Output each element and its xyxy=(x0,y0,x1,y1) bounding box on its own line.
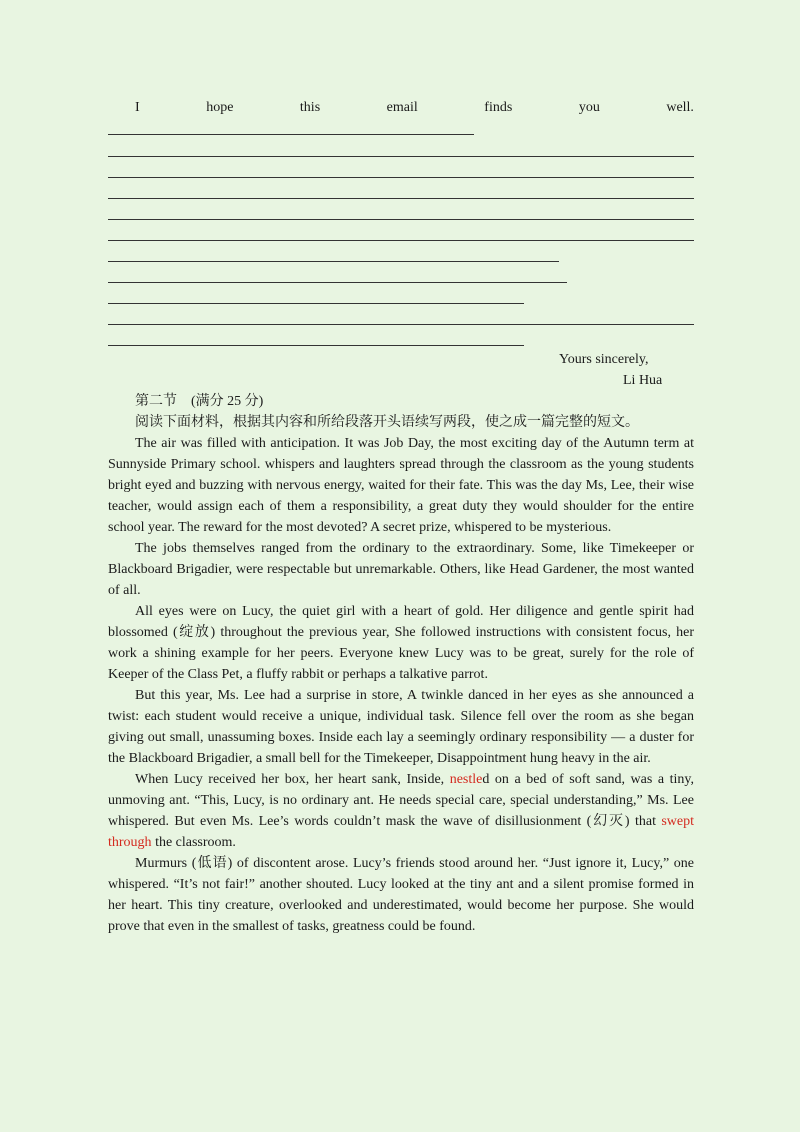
writing-line xyxy=(108,345,524,346)
story-paragraph: The jobs themselves ranged from the ordinary to the extraordinary. Some, like Timekeeper or Blackboard Brigadier, were respectable but unremarkable. Others, like Head Gardener, the most wanted xyxy=(108,541,694,577)
letter-signature: Li Hua xyxy=(623,373,663,388)
writing-line xyxy=(108,156,694,157)
salutation-word: email xyxy=(386,100,418,115)
writing-line xyxy=(108,134,474,135)
salutation-word: hope xyxy=(206,100,234,115)
salutation-word: this xyxy=(299,100,321,115)
story-paragraph: All eyes were on Lucy, the quiet girl with a heart of gold. Her diligence and gentle spirit had blossomed (绽放) throughout the previous year, She followed instructions with consistent focus, her work a shining example for her peers. Everyone knew Lucy was to be great, surely for the role of Keeper of the Class Pet, a fluffy rabbit or perhaps a talkative parrot. xyxy=(108,604,694,682)
text-run: When Lucy received her box, her heart sank, Inside, xyxy=(135,772,450,787)
story-paragraph: Murmurs (低语) of discontent arose. Lucy’s friends stood around her. “Just ignore it, Lucy,” one whispered. “It’s not fair!” another shouted. Lucy looked at the tiny ant and a silent promise formed in her heart. This tiny creature, overlooked and underestimated, would become her purpose. She would prove that even in the smallest of tasks, greatness could be found. xyxy=(108,856,694,934)
writing-line xyxy=(108,282,567,283)
passage xyxy=(108,391,694,937)
salutation-word: I xyxy=(135,100,140,115)
text-run: the classroom. xyxy=(151,835,236,850)
salutation-word: you xyxy=(578,100,600,115)
story-paragraph xyxy=(108,769,694,853)
section-heading: 第二节 (满分 25 分) xyxy=(135,394,264,409)
letter-closing: Yours sincerely, xyxy=(559,352,649,367)
letter-salutation xyxy=(108,99,694,117)
writing-line xyxy=(108,324,694,325)
writing-line xyxy=(108,240,694,241)
writing-line xyxy=(108,177,694,178)
writing-line xyxy=(108,303,524,304)
salutation-word: finds xyxy=(484,100,513,115)
story-paragraph: But this year, Ms. Lee had a surprise in store, A twinkle danced in her eyes as she announced a twist: each student would receive a unique, individual task. Silence fell over the room as she began giving out small, unassuming boxes. Inside each lay a seemingly ordinary responsibility — a duster for the Blackboard Brigadier, a small bell for the Timekeeper, Disappointment hung heavy in the air. xyxy=(108,688,694,766)
story-paragraph: The air was filled with anticipation. It was Job Day, the most exciting day of the Autumn term at Sunnyside Primary school. whispers and laughters spread through the classroom as the young students bright eyed and buzzing with nervous energy, waited for their fate. This was the day Ms, Lee, their wise teacher, would assign each of them a responsibility, a great duty they would shoulder for the entire school year. The reward for the most devoted? A secret prize, whispered to be mysterious. xyxy=(108,436,694,535)
text-run: d on a bed of soft sand, was a tiny, unmoving ant. “This, Lucy, is no ordinary ant. He needs special care, special understanding,” Ms. Lee whispered. But even Ms. Lee’s words couldn’t mask the wave of disillusionment (幻灭) that xyxy=(108,772,694,829)
highlighted-word: nestle xyxy=(449,772,483,787)
highlighted-phrase: swept through xyxy=(108,814,694,850)
writing-line xyxy=(108,198,694,199)
writing-line xyxy=(108,261,559,262)
story-paragraph-tail: of all. xyxy=(108,583,141,598)
section-instruction: 阅读下面材料，根据其内容和所给段落开头语续写两段，使之成一篇完整的短文。 xyxy=(135,415,639,430)
salutation-word: well. xyxy=(666,100,694,115)
writing-line xyxy=(108,219,694,220)
